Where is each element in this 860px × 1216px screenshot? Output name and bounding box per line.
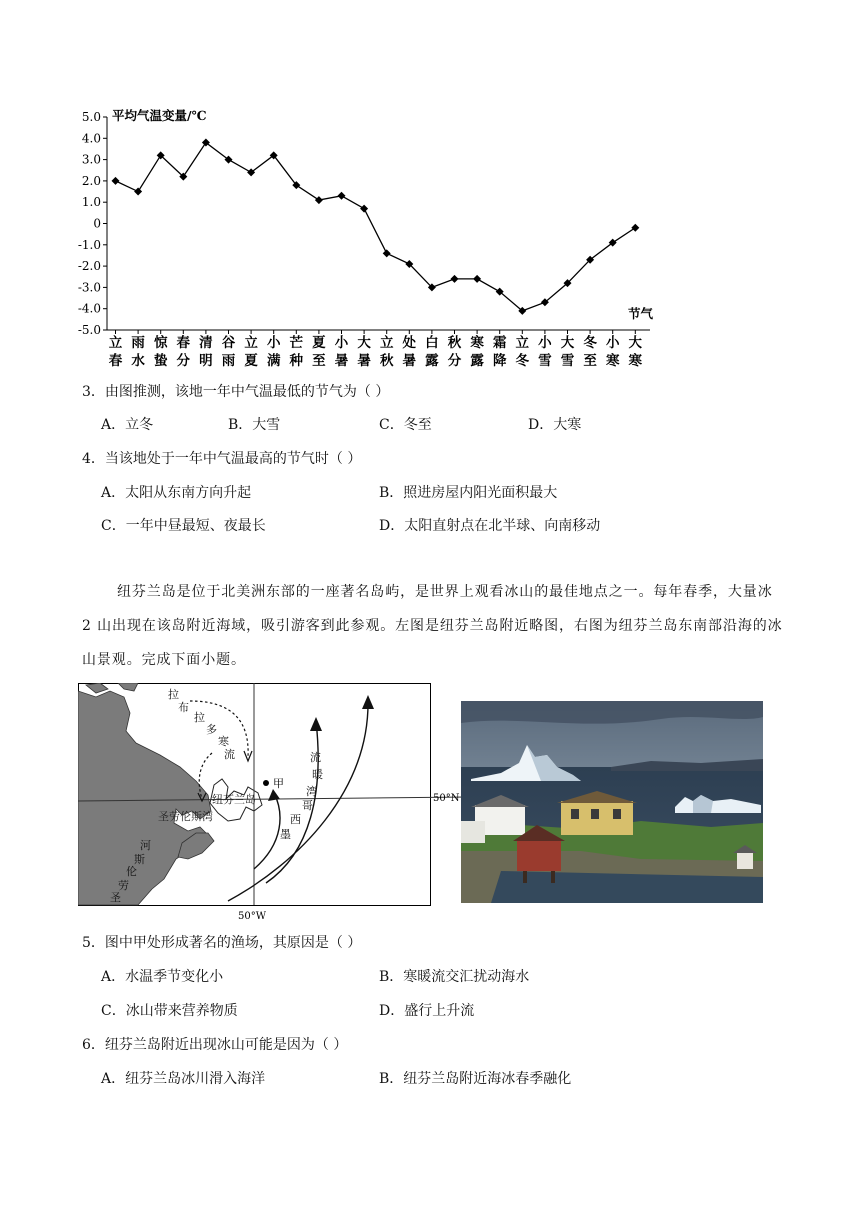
data-point-marker [631, 224, 639, 232]
x-tick-label: 大暑 [357, 335, 371, 369]
temperature-change-chart [70, 105, 670, 375]
q4-option-b: B．照进房屋内阳光面积最大 [379, 485, 558, 501]
red-house [517, 839, 561, 871]
y-tick-label: -3.0 [77, 280, 101, 295]
x-tick-label: 处暑 [402, 335, 417, 369]
x-tick-label: 夏至 [312, 335, 326, 369]
q6-stem: 6．纽芬兰岛附近出现冰山可能是因为（ ） [82, 1037, 348, 1053]
q4-stem: 4．当该地处于一年中气温最高的节气时（ ） [82, 451, 362, 467]
q4-option-d: D．太阳直射点在北半球、向南移动 [379, 518, 601, 534]
y-tick-label: 3.0 [81, 152, 101, 167]
iceberg-photo [461, 701, 763, 903]
labrador-char: 拉 [168, 688, 179, 701]
y-tick-label: -5.0 [77, 323, 101, 337]
gulf-stream-char: 流 [310, 751, 321, 764]
gulf-stream-char: 墨 [280, 828, 291, 841]
data-point-marker [360, 205, 368, 213]
x-axis-label: 节气 [628, 306, 654, 321]
q6-option-a: A．纽芬兰岛冰川滑入海洋 [101, 1071, 266, 1087]
x-tick-label: 春分 [176, 335, 191, 369]
x-tick-label: 小暑 [334, 335, 349, 369]
q5-option-a: A．水温季节变化小 [101, 969, 224, 985]
y-tick-label: 0 [93, 216, 101, 231]
q5-option-c: C．冰山带来营养物质 [101, 1003, 238, 1019]
labrador-char: 流 [224, 748, 235, 761]
y-tick-label: -2.0 [77, 259, 101, 274]
x-tick-label: 立秋 [379, 335, 394, 369]
x-tick-label: 雨水 [131, 335, 145, 369]
labrador-char: 多 [206, 723, 217, 736]
y-tick-label: -1.0 [77, 237, 101, 252]
river-char: 劳 [118, 879, 129, 892]
q5-stem: 5．图中甲处形成著名的渔场，其原因是（ ） [82, 935, 362, 951]
y-tick-label: 2.0 [81, 173, 101, 188]
x-tick-label: 白露 [425, 335, 439, 369]
data-point-marker [383, 249, 391, 257]
q3-option-a: A．立冬 [101, 417, 154, 433]
jia-point [263, 780, 269, 786]
gulf-stream-char: 哥 [302, 799, 313, 812]
lon-label: 50°W [238, 911, 267, 922]
x-tick-label: 清明 [199, 335, 213, 369]
labrador-char: 寒 [218, 735, 229, 748]
passage-line-2: 2 山出现在该岛附近海域，吸引游客到此参观。左图是纽芬兰岛附近略图，右图为纽芬兰岛东南部沿海的冰 [82, 618, 783, 634]
data-point-marker [451, 275, 459, 283]
q3-option-b: B．大雪 [228, 417, 281, 433]
gulf-stream-char: 湾 [306, 785, 317, 798]
labrador-char: 布 [178, 701, 189, 714]
q3-option-d: D．大寒 [528, 417, 582, 433]
gulf-label: 圣劳伦斯湾 [158, 810, 213, 823]
series-line [116, 143, 636, 311]
river-char: 河 [140, 839, 151, 852]
y-tick-label: -4.0 [77, 301, 101, 316]
lat-label: 50°N [433, 793, 460, 804]
x-tick-label: 惊蛰 [153, 335, 168, 369]
x-tick-label: 冬至 [583, 335, 597, 369]
river-char: 伦 [126, 865, 137, 878]
q4-option-c: C．一年中昼最短、夜最长 [101, 518, 266, 534]
q3-option-c: C．冬至 [379, 417, 432, 433]
x-tick-label: 秋分 [447, 335, 462, 369]
passage-line-1: 纽芬兰岛是位于北美洲东部的一座著名岛屿，是世界上观看冰山的最佳地点之一。每年春季，大量冰 [117, 584, 773, 600]
gulf-stream-char: 西 [290, 813, 301, 826]
y-axis-label: 平均气温变量/℃ [112, 108, 207, 123]
x-tick-label: 大寒 [628, 335, 643, 369]
data-point-marker [473, 275, 481, 283]
x-tick-label: 立冬 [515, 335, 530, 369]
q3-stem: 3．由图推测，该地一年中气温最低的节气为（ ） [82, 384, 390, 400]
data-point-marker [112, 177, 120, 185]
x-tick-label: 小寒 [605, 335, 620, 369]
x-tick-label: 芒种 [289, 335, 304, 369]
data-point-marker [315, 196, 323, 204]
q5-option-b: B．寒暖流交汇扰动海水 [379, 969, 530, 985]
q6-option-b: B．纽芬兰岛附近海冰春季融化 [379, 1071, 572, 1087]
river-char: 斯 [134, 853, 145, 866]
data-point-marker [134, 188, 142, 196]
x-tick-label: 寒露 [470, 335, 484, 369]
y-tick-label: 1.0 [81, 195, 101, 210]
labrador-char: 拉 [194, 711, 205, 724]
gulf-stream-char: 暖 [312, 768, 323, 781]
x-tick-label: 小雪 [538, 335, 552, 369]
passage-line-3: 山景观。完成下面小题。 [82, 652, 246, 668]
data-point-marker [338, 192, 346, 200]
newfoundland-label: 纽芬兰岛 [212, 793, 256, 806]
x-tick-label: 谷雨 [221, 335, 236, 369]
x-tick-label: 小满 [266, 335, 281, 369]
newfoundland-map [78, 683, 473, 923]
q4-option-a: A．太阳从东南方向升起 [101, 485, 252, 501]
x-tick-label: 霜降 [492, 335, 507, 369]
river-char: 圣 [110, 891, 121, 904]
x-tick-label: 立春 [108, 335, 123, 369]
x-tick-label: 立夏 [244, 335, 258, 369]
x-tick-label: 大雪 [560, 335, 575, 369]
y-tick-label: 4.0 [81, 131, 101, 146]
jia-label: 甲 [273, 777, 284, 790]
y-tick-label: 5.0 [81, 110, 101, 124]
q5-option-d: D．盛行上升流 [379, 1003, 475, 1019]
